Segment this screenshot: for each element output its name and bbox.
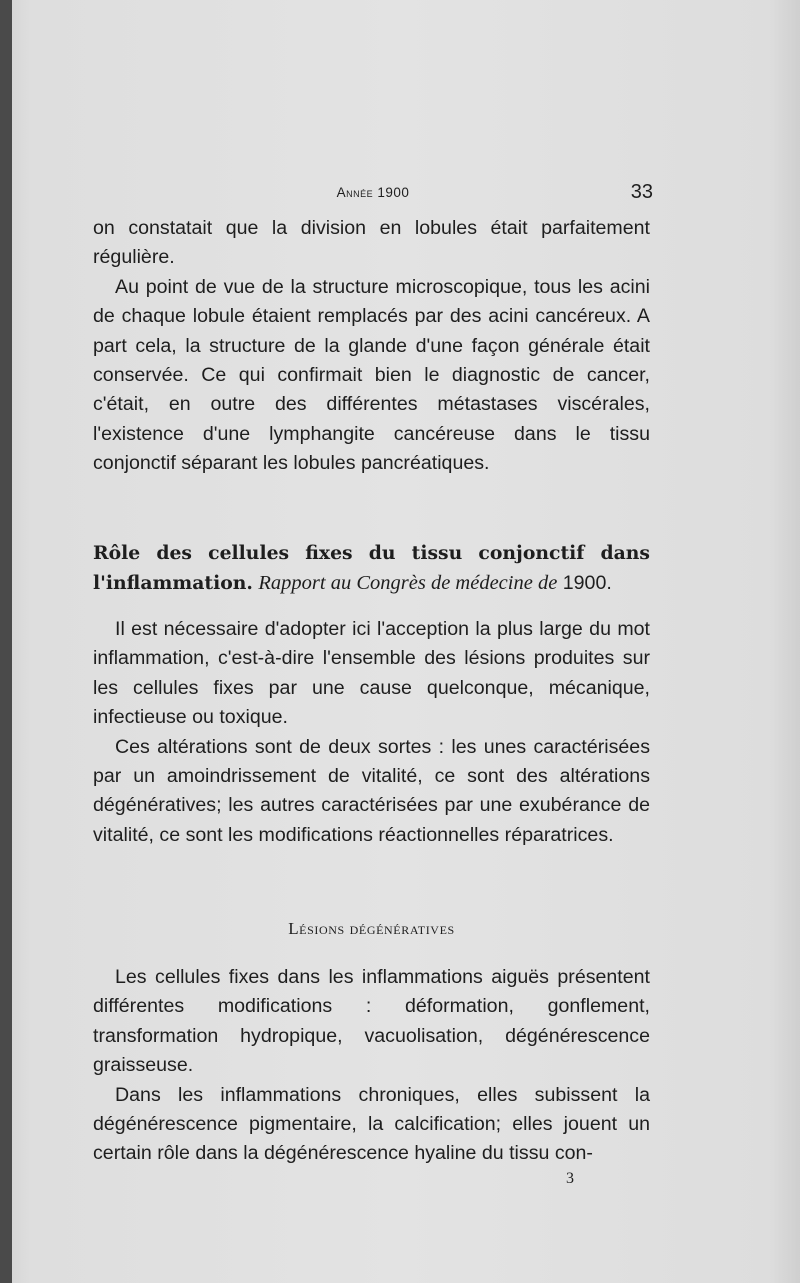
text-block-top: [93, 214, 650, 479]
section-title-year: 1900.: [562, 572, 612, 594]
running-head: [93, 181, 653, 209]
section-title-italic: Rapport au Congrès de médecine de: [258, 572, 558, 594]
paragraph: Ces altérations sont de deux sortes : les unes caractérisées par un amoindrissement de vitalité, ce sont des altérations dégénératives; les autres caractérisées par une exubérance de vitalité, ce sont les modifications réactionnelles réparatrices.: [93, 735, 650, 846]
section-title: [93, 538, 650, 598]
section-title-bold: Rôle des cellules fixes du tissu conjonctif dans l'inflammation.: [93, 542, 650, 594]
signature-mark: 3: [566, 1170, 574, 1187]
running-title: Année 1900: [336, 185, 410, 200]
paragraph: Au point de vue de la structure microscopique, tous les acini de chaque lobule étaient remplacés par des acini cancéreux. A part cela, la structure de la glande d'une façon générale était conservée. Ce qui confirmait bien le diagnostic de cancer, c'était, en outre des différentes métastases viscérales, l'existence d'une lymphangite cancéreuse dans le tissu conjonctif séparant les lobules pancréatiques.: [93, 275, 650, 475]
paragraph: Les cellules fixes dans les inflammations aiguës présentent différentes modifications : déformation, gonflement, transformation hydropique, vacuolisation, dégénérescence graisseuse.: [93, 966, 650, 1077]
page-number: 33: [630, 181, 653, 203]
paragraph: Dans les inflammations chroniques, elles subissent la dégénérescence pigmentaire, la calcification; elles jouent un certain rôle dans la dégénérescence hyaline du tissu con-: [93, 1083, 650, 1165]
text-block-middle: [93, 615, 650, 850]
paragraph: Il est nécessaire d'adopter ici l'acception la plus large du mot inflammation, c'est-à-dire l'ensemble des lésions produites sur les cellules fixes par une cause quelconque, mécanique, infectieuse ou toxique.: [93, 618, 650, 729]
subheading: Lésions dégénératives: [288, 919, 455, 938]
text-block-bottom: [93, 963, 650, 1169]
paragraph: on constatait que la division en lobules était parfaitement régulière.: [93, 217, 650, 269]
